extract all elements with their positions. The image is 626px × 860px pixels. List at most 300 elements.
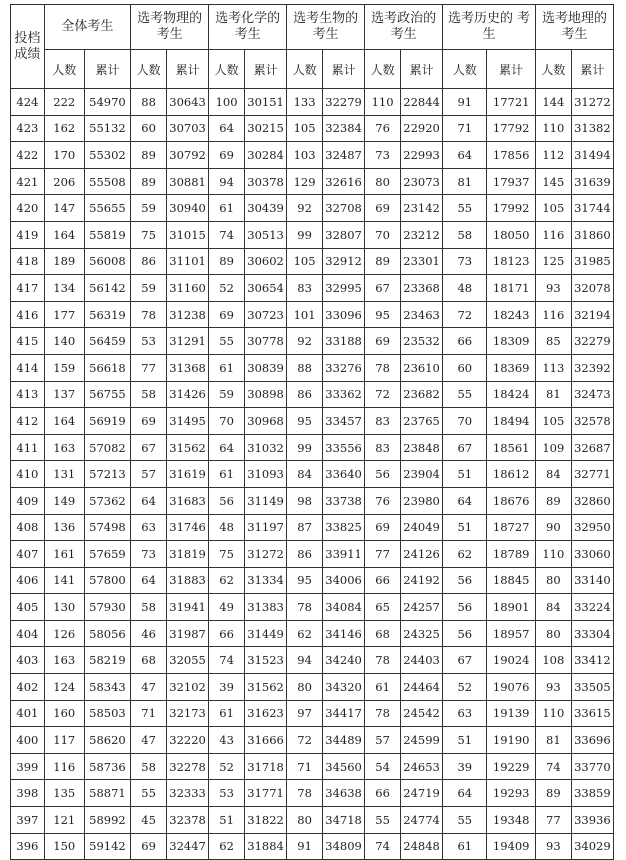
- count-cell: 189: [44, 248, 84, 275]
- cumulative-cell: 32487: [322, 142, 364, 169]
- cumulative-cell: 31272: [244, 541, 286, 568]
- count-cell: 133: [287, 89, 323, 116]
- cumulative-cell: 17721: [487, 89, 536, 116]
- table-row: [11, 833, 614, 860]
- score-cell: 422: [11, 142, 45, 169]
- cumulative-cell: 18494: [487, 408, 536, 435]
- count-cell: 110: [365, 89, 401, 116]
- count-cell: 51: [209, 807, 245, 834]
- cumulative-cell: 31746: [166, 514, 208, 541]
- cumulative-cell: 23980: [400, 487, 442, 514]
- count-cell: 84: [535, 461, 571, 488]
- cumulative-cell: 18561: [487, 434, 536, 461]
- cumulative-cell: 17792: [487, 115, 536, 142]
- cumulative-cell: 23848: [400, 434, 442, 461]
- count-cell: 113: [535, 354, 571, 381]
- table-row: [11, 328, 614, 355]
- count-cell: 131: [44, 461, 84, 488]
- cumulative-cell: 24774: [400, 807, 442, 834]
- cumulative-cell: 30703: [166, 115, 208, 142]
- cumulative-cell: 34638: [322, 780, 364, 807]
- count-cell: 93: [535, 674, 571, 701]
- cumulative-cell: 30654: [244, 275, 286, 302]
- table-row: [11, 248, 614, 275]
- count-cell: 78: [131, 301, 167, 328]
- score-cell: 408: [11, 514, 45, 541]
- score-cell: 413: [11, 381, 45, 408]
- score-cell: 420: [11, 195, 45, 222]
- count-cell: 137: [44, 381, 84, 408]
- cumulative-cell: 24325: [400, 620, 442, 647]
- count-cell: 58: [443, 221, 487, 248]
- cumulative-cell: 57930: [84, 594, 130, 621]
- count-cell: 88: [131, 89, 167, 116]
- cumulative-cell: 32078: [571, 275, 613, 302]
- table-row: [11, 168, 614, 195]
- count-cell: 56: [443, 594, 487, 621]
- cumulative-cell: 32807: [322, 221, 364, 248]
- count-cell: 58: [131, 381, 167, 408]
- table-row: [11, 807, 614, 834]
- cumulative-cell: 31883: [166, 567, 208, 594]
- score-cell: 396: [11, 833, 45, 860]
- count-cell: 94: [287, 647, 323, 674]
- cumulative-cell: 30602: [244, 248, 286, 275]
- count-cell: 206: [44, 168, 84, 195]
- cumulative-cell: 32708: [322, 195, 364, 222]
- cumulative-cell: 31562: [166, 434, 208, 461]
- cumulative-cell: 32392: [571, 354, 613, 381]
- cumulative-cell: 34417: [322, 700, 364, 727]
- count-cell: 87: [287, 514, 323, 541]
- count-cell: 48: [443, 275, 487, 302]
- count-header: 人数: [209, 50, 245, 89]
- cumulative-cell: 32912: [322, 248, 364, 275]
- count-cell: 66: [443, 328, 487, 355]
- cumulative-cell: 24403: [400, 647, 442, 674]
- cumulative-cell: 33060: [571, 541, 613, 568]
- cumulative-cell: 18309: [487, 328, 536, 355]
- table-row: [11, 354, 614, 381]
- cumulative-cell: 31494: [571, 142, 613, 169]
- table-row: [11, 514, 614, 541]
- count-cell: 80: [365, 168, 401, 195]
- table-header: [11, 5, 614, 89]
- score-cell: 405: [11, 594, 45, 621]
- count-cell: 70: [443, 408, 487, 435]
- count-cell: 177: [44, 301, 84, 328]
- cumulative-cell: 19190: [487, 727, 536, 754]
- count-cell: 89: [535, 487, 571, 514]
- cumulative-cell: 32950: [571, 514, 613, 541]
- cumulative-cell: 33140: [571, 567, 613, 594]
- cumulative-cell: 56319: [84, 301, 130, 328]
- count-cell: 144: [535, 89, 571, 116]
- cumulative-cell: 33640: [322, 461, 364, 488]
- count-cell: 117: [44, 727, 84, 754]
- table-row: [11, 674, 614, 701]
- count-cell: 55: [443, 381, 487, 408]
- cumulative-cell: 18845: [487, 567, 536, 594]
- cumulative-cell: 31523: [244, 647, 286, 674]
- count-cell: 86: [131, 248, 167, 275]
- table-row: [11, 275, 614, 302]
- cumulative-cell: 32173: [166, 700, 208, 727]
- count-cell: 64: [443, 487, 487, 514]
- count-cell: 65: [365, 594, 401, 621]
- count-cell: 75: [131, 221, 167, 248]
- count-cell: 77: [131, 354, 167, 381]
- cumulative-cell: 32771: [571, 461, 613, 488]
- cumulative-cell: 24599: [400, 727, 442, 754]
- cumulative-cell: 33362: [322, 381, 364, 408]
- count-cell: 69: [131, 408, 167, 435]
- cumulative-cell: 17856: [487, 142, 536, 169]
- count-cell: 43: [209, 727, 245, 754]
- cumulative-cell: 19293: [487, 780, 536, 807]
- count-cell: 85: [535, 328, 571, 355]
- cumulative-header: 累计: [571, 50, 613, 89]
- cumulative-cell: 33936: [571, 807, 613, 834]
- cumulative-cell: 31238: [166, 301, 208, 328]
- cumulative-cell: 24719: [400, 780, 442, 807]
- count-cell: 95: [287, 567, 323, 594]
- count-cell: 64: [443, 142, 487, 169]
- cumulative-cell: 31449: [244, 620, 286, 647]
- count-cell: 80: [535, 620, 571, 647]
- count-cell: 47: [131, 727, 167, 754]
- count-cell: 130: [44, 594, 84, 621]
- cumulative-cell: 19348: [487, 807, 536, 834]
- count-cell: 110: [535, 541, 571, 568]
- cumulative-cell: 32055: [166, 647, 208, 674]
- count-cell: 78: [365, 700, 401, 727]
- cumulative-cell: 33615: [571, 700, 613, 727]
- count-cell: 74: [365, 833, 401, 860]
- count-cell: 78: [287, 780, 323, 807]
- cumulative-cell: 31495: [166, 408, 208, 435]
- count-cell: 141: [44, 567, 84, 594]
- count-cell: 84: [535, 594, 571, 621]
- cumulative-cell: 31822: [244, 807, 286, 834]
- cumulative-cell: 18123: [487, 248, 536, 275]
- count-cell: 81: [535, 727, 571, 754]
- count-cell: 110: [535, 115, 571, 142]
- count-cell: 105: [535, 408, 571, 435]
- cumulative-cell: 24257: [400, 594, 442, 621]
- cumulative-cell: 32279: [571, 328, 613, 355]
- count-cell: 73: [365, 142, 401, 169]
- score-distribution-table-wrapper: [10, 4, 614, 860]
- cumulative-cell: 19229: [487, 753, 536, 780]
- cumulative-cell: 31368: [166, 354, 208, 381]
- cumulative-cell: 31334: [244, 567, 286, 594]
- count-cell: 150: [44, 833, 84, 860]
- cumulative-header: 累计: [487, 50, 536, 89]
- cumulative-cell: 32473: [571, 381, 613, 408]
- cumulative-cell: 24192: [400, 567, 442, 594]
- cumulative-cell: 31985: [571, 248, 613, 275]
- count-cell: 62: [209, 567, 245, 594]
- count-cell: 56: [209, 487, 245, 514]
- count-cell: 89: [535, 780, 571, 807]
- group-header-politics: 选考政治的考生: [365, 5, 443, 50]
- count-cell: 56: [443, 620, 487, 647]
- cumulative-cell: 31382: [571, 115, 613, 142]
- count-cell: 147: [44, 195, 84, 222]
- cumulative-cell: 30968: [244, 408, 286, 435]
- cumulative-cell: 19409: [487, 833, 536, 860]
- table-row: [11, 727, 614, 754]
- cumulative-cell: 18171: [487, 275, 536, 302]
- table-row: [11, 594, 614, 621]
- cumulative-cell: 30778: [244, 328, 286, 355]
- cumulative-cell: 56459: [84, 328, 130, 355]
- count-cell: 91: [287, 833, 323, 860]
- score-cell: 412: [11, 408, 45, 435]
- count-cell: 58: [131, 753, 167, 780]
- cumulative-cell: 31884: [244, 833, 286, 860]
- cumulative-cell: 34718: [322, 807, 364, 834]
- score-cell: 397: [11, 807, 45, 834]
- table-row: [11, 195, 614, 222]
- table-row: [11, 461, 614, 488]
- count-cell: 69: [365, 328, 401, 355]
- count-cell: 61: [209, 354, 245, 381]
- cumulative-cell: 57213: [84, 461, 130, 488]
- cumulative-cell: 30513: [244, 221, 286, 248]
- score-distribution-table: [10, 4, 614, 860]
- table-row: [11, 115, 614, 142]
- count-cell: 98: [287, 487, 323, 514]
- count-cell: 69: [209, 301, 245, 328]
- count-cell: 39: [209, 674, 245, 701]
- score-cell: 414: [11, 354, 45, 381]
- table-row: [11, 142, 614, 169]
- count-cell: 108: [535, 647, 571, 674]
- cumulative-cell: 23532: [400, 328, 442, 355]
- count-cell: 66: [365, 567, 401, 594]
- count-cell: 105: [287, 248, 323, 275]
- score-cell: 419: [11, 221, 45, 248]
- count-cell: 80: [535, 567, 571, 594]
- table-row: [11, 753, 614, 780]
- score-cell: 421: [11, 168, 45, 195]
- cumulative-cell: 58503: [84, 700, 130, 727]
- cumulative-cell: 57082: [84, 434, 130, 461]
- cumulative-cell: 30792: [166, 142, 208, 169]
- cumulative-cell: 58992: [84, 807, 130, 834]
- cumulative-cell: 56142: [84, 275, 130, 302]
- cumulative-cell: 33825: [322, 514, 364, 541]
- count-cell: 84: [287, 461, 323, 488]
- score-cell: 400: [11, 727, 45, 754]
- count-cell: 162: [44, 115, 84, 142]
- cumulative-cell: 33188: [322, 328, 364, 355]
- count-cell: 67: [131, 434, 167, 461]
- count-cell: 48: [209, 514, 245, 541]
- count-cell: 149: [44, 487, 84, 514]
- cumulative-cell: 23073: [400, 168, 442, 195]
- count-cell: 78: [287, 594, 323, 621]
- score-cell: 399: [11, 753, 45, 780]
- count-header: 人数: [535, 50, 571, 89]
- cumulative-cell: 31562: [244, 674, 286, 701]
- count-cell: 67: [443, 434, 487, 461]
- count-cell: 76: [365, 115, 401, 142]
- count-cell: 52: [443, 674, 487, 701]
- count-cell: 77: [535, 807, 571, 834]
- count-cell: 64: [131, 567, 167, 594]
- cumulative-cell: 18243: [487, 301, 536, 328]
- cumulative-cell: 32860: [571, 487, 613, 514]
- cumulative-cell: 34320: [322, 674, 364, 701]
- cumulative-cell: 30378: [244, 168, 286, 195]
- count-cell: 46: [131, 620, 167, 647]
- cumulative-cell: 58056: [84, 620, 130, 647]
- count-cell: 109: [535, 434, 571, 461]
- cumulative-cell: 31771: [244, 780, 286, 807]
- cumulative-cell: 30839: [244, 354, 286, 381]
- count-cell: 164: [44, 408, 84, 435]
- cumulative-cell: 31291: [166, 328, 208, 355]
- cumulative-cell: 34240: [322, 647, 364, 674]
- count-cell: 70: [365, 221, 401, 248]
- count-cell: 71: [443, 115, 487, 142]
- count-cell: 64: [209, 434, 245, 461]
- cumulative-cell: 58219: [84, 647, 130, 674]
- cumulative-cell: 24049: [400, 514, 442, 541]
- count-cell: 69: [131, 833, 167, 860]
- count-cell: 72: [365, 381, 401, 408]
- count-cell: 105: [287, 115, 323, 142]
- count-cell: 90: [535, 514, 571, 541]
- cumulative-cell: 31093: [244, 461, 286, 488]
- cumulative-cell: 31860: [571, 221, 613, 248]
- count-cell: 61: [209, 461, 245, 488]
- count-cell: 92: [287, 328, 323, 355]
- cumulative-cell: 32220: [166, 727, 208, 754]
- count-cell: 62: [209, 833, 245, 860]
- count-cell: 75: [209, 541, 245, 568]
- cumulative-cell: 56008: [84, 248, 130, 275]
- cumulative-cell: 56919: [84, 408, 130, 435]
- cumulative-cell: 23682: [400, 381, 442, 408]
- table-row: [11, 434, 614, 461]
- count-cell: 159: [44, 354, 84, 381]
- count-cell: 95: [365, 301, 401, 328]
- count-cell: 103: [287, 142, 323, 169]
- count-cell: 99: [287, 434, 323, 461]
- count-cell: 81: [443, 168, 487, 195]
- score-cell: 418: [11, 248, 45, 275]
- count-cell: 58: [131, 594, 167, 621]
- cumulative-cell: 32333: [166, 780, 208, 807]
- score-cell: 410: [11, 461, 45, 488]
- cumulative-cell: 18369: [487, 354, 536, 381]
- count-cell: 145: [535, 168, 571, 195]
- count-cell: 222: [44, 89, 84, 116]
- group-header-chemistry: 选考化学的考生: [209, 5, 287, 50]
- cumulative-cell: 31623: [244, 700, 286, 727]
- cumulative-cell: 33304: [571, 620, 613, 647]
- count-cell: 89: [131, 168, 167, 195]
- count-cell: 67: [443, 647, 487, 674]
- count-cell: 95: [287, 408, 323, 435]
- cumulative-cell: 33276: [322, 354, 364, 381]
- count-cell: 89: [209, 248, 245, 275]
- count-header: 人数: [443, 50, 487, 89]
- cumulative-cell: 24653: [400, 753, 442, 780]
- cumulative-cell: 30881: [166, 168, 208, 195]
- cumulative-cell: 55508: [84, 168, 130, 195]
- count-cell: 64: [131, 487, 167, 514]
- count-cell: 81: [535, 381, 571, 408]
- score-cell: 404: [11, 620, 45, 647]
- cumulative-cell: 32278: [166, 753, 208, 780]
- count-cell: 94: [209, 168, 245, 195]
- count-cell: 83: [287, 275, 323, 302]
- count-cell: 129: [287, 168, 323, 195]
- cumulative-cell: 57362: [84, 487, 130, 514]
- cumulative-cell: 24848: [400, 833, 442, 860]
- score-column-header: 投档成绩: [11, 5, 45, 89]
- count-cell: 61: [443, 833, 487, 860]
- score-cell: 415: [11, 328, 45, 355]
- table-row: [11, 89, 614, 116]
- count-cell: 140: [44, 328, 84, 355]
- cumulative-cell: 30284: [244, 142, 286, 169]
- score-cell: 401: [11, 700, 45, 727]
- cumulative-cell: 31015: [166, 221, 208, 248]
- count-cell: 62: [443, 541, 487, 568]
- cumulative-cell: 31666: [244, 727, 286, 754]
- cumulative-cell: 33770: [571, 753, 613, 780]
- score-cell: 403: [11, 647, 45, 674]
- cumulative-cell: 19024: [487, 647, 536, 674]
- cumulative-cell: 34560: [322, 753, 364, 780]
- cumulative-cell: 30439: [244, 195, 286, 222]
- count-cell: 53: [209, 780, 245, 807]
- score-cell: 417: [11, 275, 45, 302]
- cumulative-cell: 33457: [322, 408, 364, 435]
- count-cell: 134: [44, 275, 84, 302]
- cumulative-cell: 23212: [400, 221, 442, 248]
- cumulative-cell: 31101: [166, 248, 208, 275]
- count-cell: 99: [287, 221, 323, 248]
- cumulative-cell: 58620: [84, 727, 130, 754]
- count-cell: 105: [535, 195, 571, 222]
- count-cell: 116: [44, 753, 84, 780]
- cumulative-cell: 18050: [487, 221, 536, 248]
- count-cell: 71: [287, 753, 323, 780]
- cumulative-cell: 18901: [487, 594, 536, 621]
- cumulative-cell: 18727: [487, 514, 536, 541]
- cumulative-cell: 32378: [166, 807, 208, 834]
- cumulative-cell: 22844: [400, 89, 442, 116]
- cumulative-cell: 31149: [244, 487, 286, 514]
- cumulative-cell: 34006: [322, 567, 364, 594]
- count-cell: 89: [131, 142, 167, 169]
- count-cell: 78: [365, 647, 401, 674]
- table-row: [11, 780, 614, 807]
- cumulative-header: 累计: [400, 50, 442, 89]
- score-cell: 406: [11, 567, 45, 594]
- count-cell: 56: [365, 461, 401, 488]
- cumulative-cell: 55132: [84, 115, 130, 142]
- table-row: [11, 221, 614, 248]
- count-cell: 59: [131, 275, 167, 302]
